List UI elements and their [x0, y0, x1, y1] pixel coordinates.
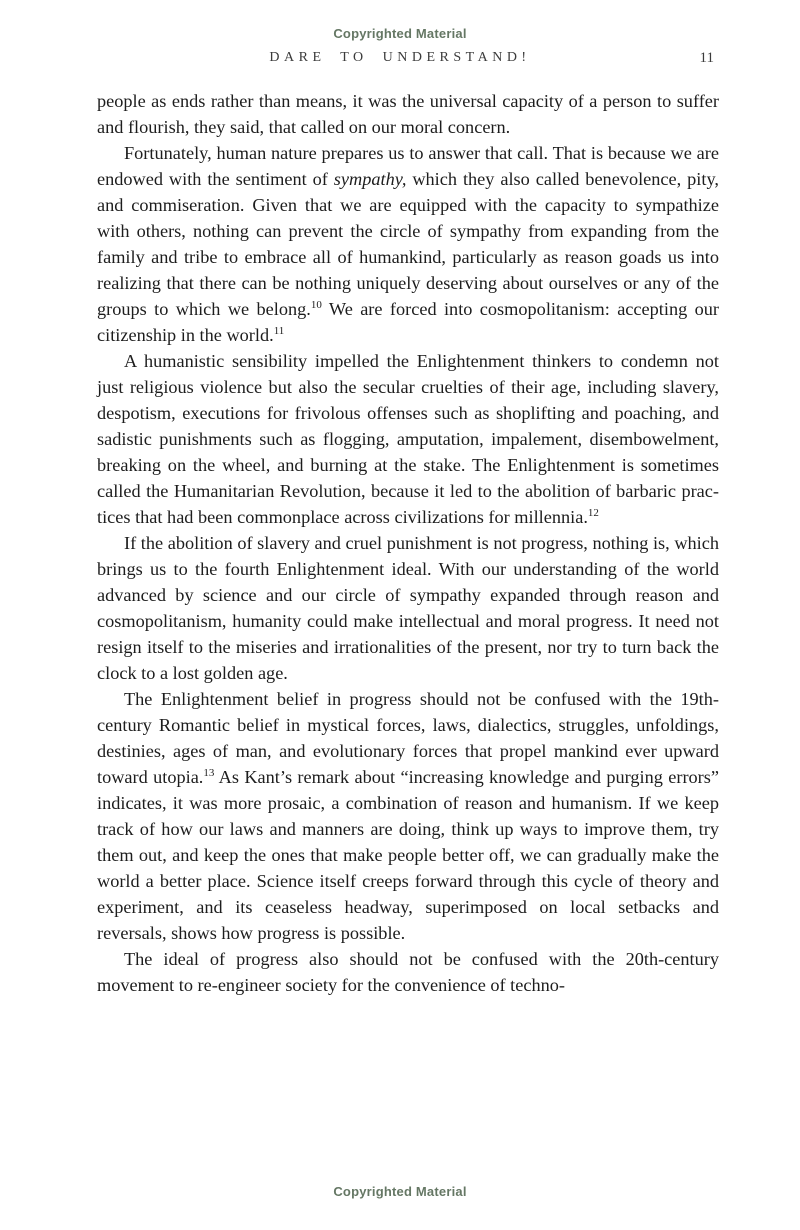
page-header: [0, 50, 800, 70]
footnote-ref: 11: [273, 324, 285, 337]
copyright-notice-bottom: Copyrighted Material: [333, 1184, 467, 1199]
paragraph: The ideal of progress also should not be confused with the 20th-century movement to re-engineer society for the convenience of techno-: [97, 949, 719, 995]
footnote-ref: 10: [310, 298, 322, 311]
paragraph: If the abolition of slavery and cruel punishment is not progress, nothing is, which brings us to the fourth Enlightenment ideal. With our understanding of the world advanced by science and our circle of sympathy expanded through reason and cosmopolitanism, humanity could make intellectual and moral progress. It need not resign itself to the miseries and irrationalities of the present, nor try to turn back the clock to a lost golden age.: [97, 533, 719, 683]
footnote-ref: 12: [587, 506, 599, 519]
page-body: [97, 88, 719, 998]
paragraph: The Enlightenment belief in progress should not be confused with the 19th-century Romantic belief in mystical forces, laws, dialectics, struggles, unfoldings, destinies, ages of man, and evolutionary forces that propel mankind ever upward toward utopia.$^{13}$ As Kant’s remark about “increasing knowledge and purging errors” indicates, it was more prosaic, a combination of reason and humanism. If we keep track of how our laws and manners are doing, think up ways to improve them, try them out, and keep the ones that make people better off, we can gradually make the world a better place. Science itself creeps forward through this cycle of theory and experiment, and its ceaseless headway, superimposed on local setbacks and reversals, shows how progress is possible.: [97, 689, 719, 943]
paragraph: people as ends rather than means, it was the universal capacity of a person to suffer and flourish, they said, that called on our moral concern.: [97, 91, 719, 137]
paragraph: Fortunately, human nature prepares us to answer that call. That is because we are endowed with the sentiment of sympathy, which they also called benevolence, pity, and commiseration. Given that we are equipped with the capacity to sympathize with others, nothing can prevent the circle of sympathy from expanding from the family and tribe to embrace all of humankind, particularly as reason goads us into realizing that there can be nothing uniquely deserving about ourselves or any of the groups to which we belong.$^{10}$ We are forced into cosmopolitanism: accepting our citizenship in the world.$^{11}$: [97, 143, 719, 345]
paragraph: A humanistic sensibility impelled the Enlightenment thinkers to condemn not just religious violence but also the secular cruelties of their age, including slavery, despotism, executions for frivolous offenses such as shoplifting and poaching, and sadistic punishments such as flogging, amputation, impalement, disembowelment, breaking on the wheel, and burning at the stake. The Enlightenment is sometimes called the Humanitarian Revolution, because it led to the abolition of barbaric practices that had been commonplace across civilizations for millennia.$^{12}$: [97, 351, 719, 527]
footnote-ref: 13: [203, 766, 215, 779]
copyright-notice-top: Copyrighted Material: [333, 26, 467, 41]
running-head-title: DARE TO UNDERSTAND!: [269, 50, 531, 65]
italic-text: sympathy,: [333, 169, 407, 189]
page-number: 11: [699, 50, 714, 66]
